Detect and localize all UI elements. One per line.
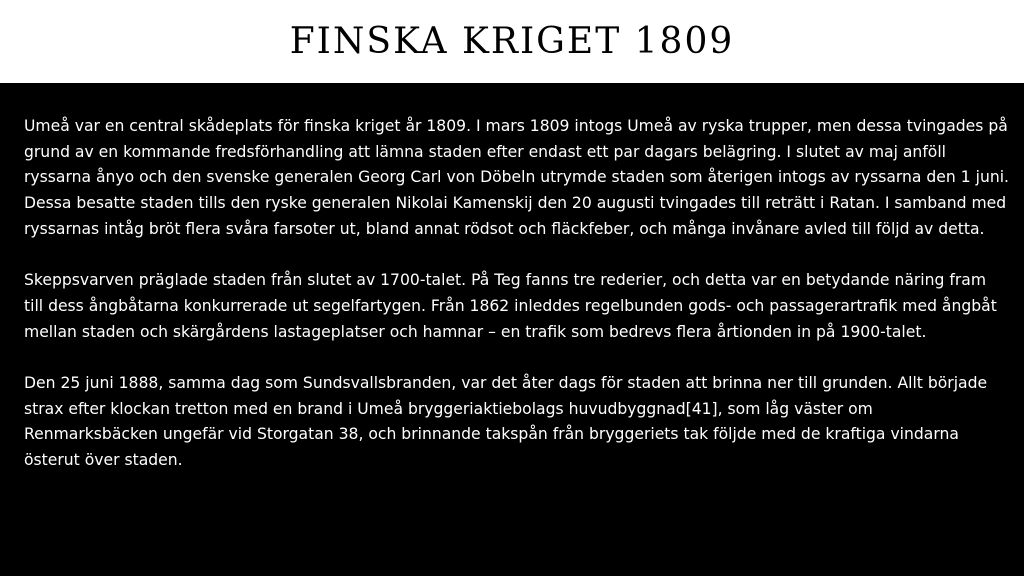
slide-body: [24, 114, 1010, 474]
title-bar: [0, 0, 1024, 83]
paragraph-shipyards: Skeppsvarven präglade staden från slutet av 1700-talet. På Teg fanns tre rederier, och detta var en betydande näring fram till dess ångbåtarna konkurrerade ut segelfartygen. Från 1862 inleddes regelbunden gods- och passagerartrafik med ångbåt mellan staden och skärgårdens lastageplatser och hamnar – en trafik som bedrevs flera årtionden in på 1900-talet.: [24, 271, 997, 341]
paragraph-city-fire: Den 25 juni 1888, samma dag som Sundsvallsbranden, var det åter dags för staden att brinna ner till grunden. Allt började strax efter klockan tretton med en brand i Umeå bryggeriaktiebolags huvudbyggnad[41], som låg väster om Renmarksbäcken ungefär vid Storgatan 38, och brinnande takspån från bryggeriets tak följde med de kraftiga vindarna österut över staden.: [24, 374, 988, 470]
slide-title: FINSKA KRIGET 1809: [289, 21, 735, 62]
paragraph-finnish-war: Umeå var en central skådeplats för finska kriget år 1809. I mars 1809 intogs Umeå av ryska trupper, men dessa tvingades på grund av en kommande fredsförhandling att lämna staden efter endast ett par dagars belägring. I slutet av maj anföll ryssarna ånyo och den svenske generalen Georg Carl von Döbeln utrymde staden som återigen intogs av ryssarna den 1 juni. Dessa besatte staden tills den ryske generalen Nikolai Kamenskij den 20 augusti tvingades till reträtt i Ratan. I samband med ryssarnas intåg bröt flera svåra farsoter ut, bland annat rödsot och fläckfeber, och många invånare avled till följd av detta.: [24, 117, 1010, 238]
